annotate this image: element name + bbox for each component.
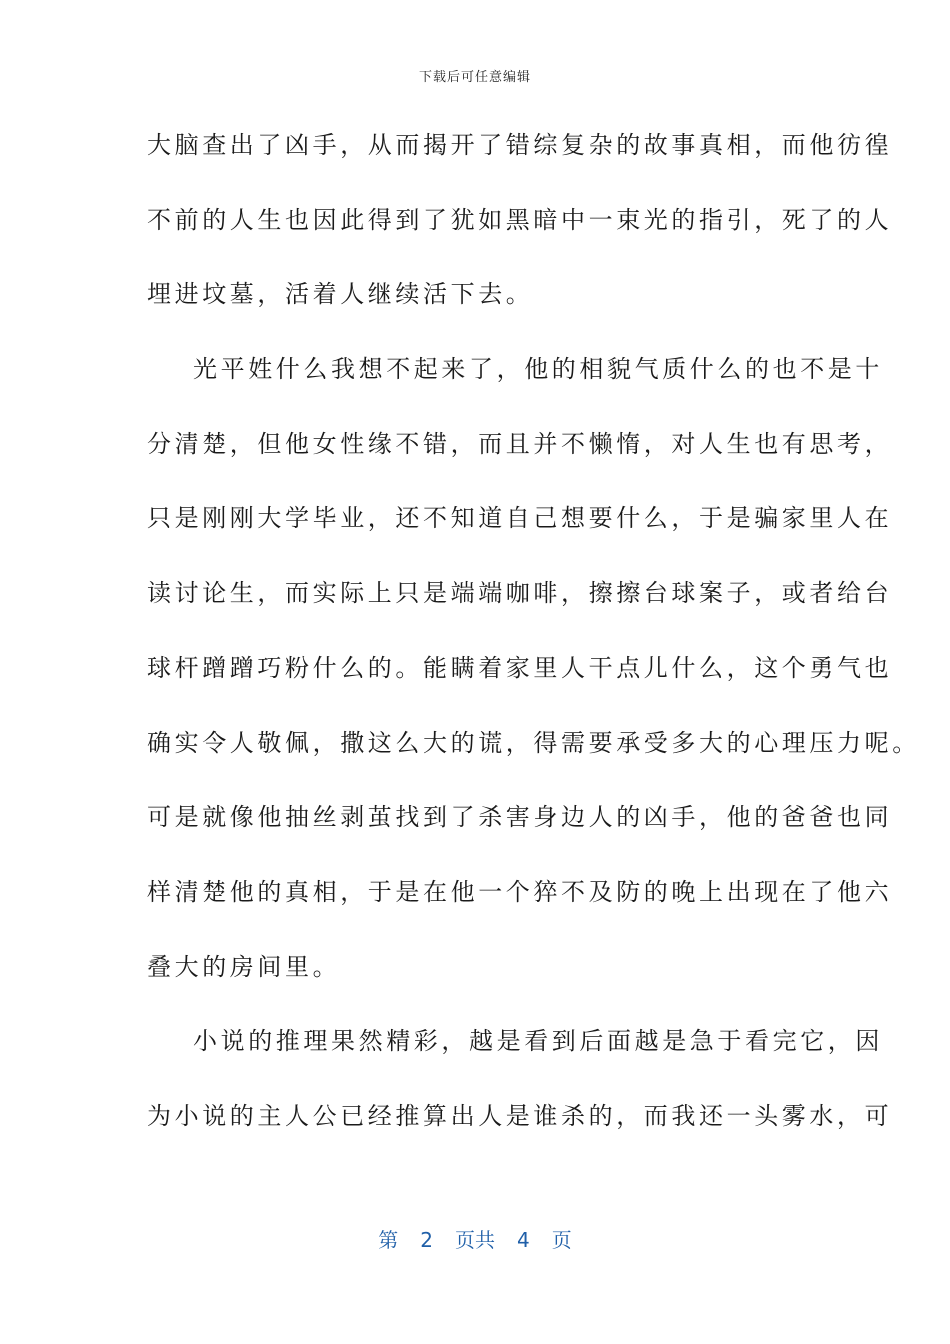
text-line: 小说的推理果然精彩，越是看到后面越是急于看完它，因 [193,1027,883,1056]
footer-suffix: 页 [551,1228,572,1252]
footer-prefix: 第 [378,1228,399,1252]
text-line: 光平姓什么我想不起来了，他的相貌气质什么的也不是十 [193,355,883,384]
text-line: 分清楚，但他女性缘不错，而且并不懒惰，对人生也有思考， [147,429,893,458]
text-line: 球杆蹭蹭巧粉什么的。能瞒着家里人干点儿什么，这个勇气也 [147,653,893,682]
text-line: 样清楚他的真相，于是在他一个猝不及防的晚上出现在了他六 [147,877,893,906]
body-text [147,121,920,1167]
page-footer [0,1224,950,1253]
text-line: 大脑查出了凶手，从而揭开了错综复杂的故事真相，而他彷徨 [147,131,893,159]
text-line: 为小说的主人公已经推算出人是谁杀的，而我还一头雾水，可 [147,1101,893,1130]
footer-total-pages: 4 [517,1228,530,1252]
page-header: 下载后可任意编辑 [418,70,531,85]
text-line: 读讨论生，而实际上只是端端咖啡，擦擦台球案子，或者给台 [147,579,893,608]
footer-middle: 页共 [455,1228,495,1252]
text-line: 叠大的房间里。 [147,952,341,981]
text-line: 可是就像他抽丝剥茧找到了杀害身边人的凶手，他的爸爸也同 [147,803,893,832]
footer-page-number: 2 [420,1228,433,1252]
text-line: 只是刚刚大学毕业，还不知道自己想要什么，于是骗家里人在 [147,504,893,533]
text-line: 不前的人生也因此得到了犹如黑暗中一束光的指引，死了的人 [147,205,893,234]
text-line: 埋进坟墓，活着人继续活下去。 [147,280,534,309]
text-line: 确实令人敬佩，撒这么大的谎，得需要承受多大的心理压力呢。 [147,728,920,757]
